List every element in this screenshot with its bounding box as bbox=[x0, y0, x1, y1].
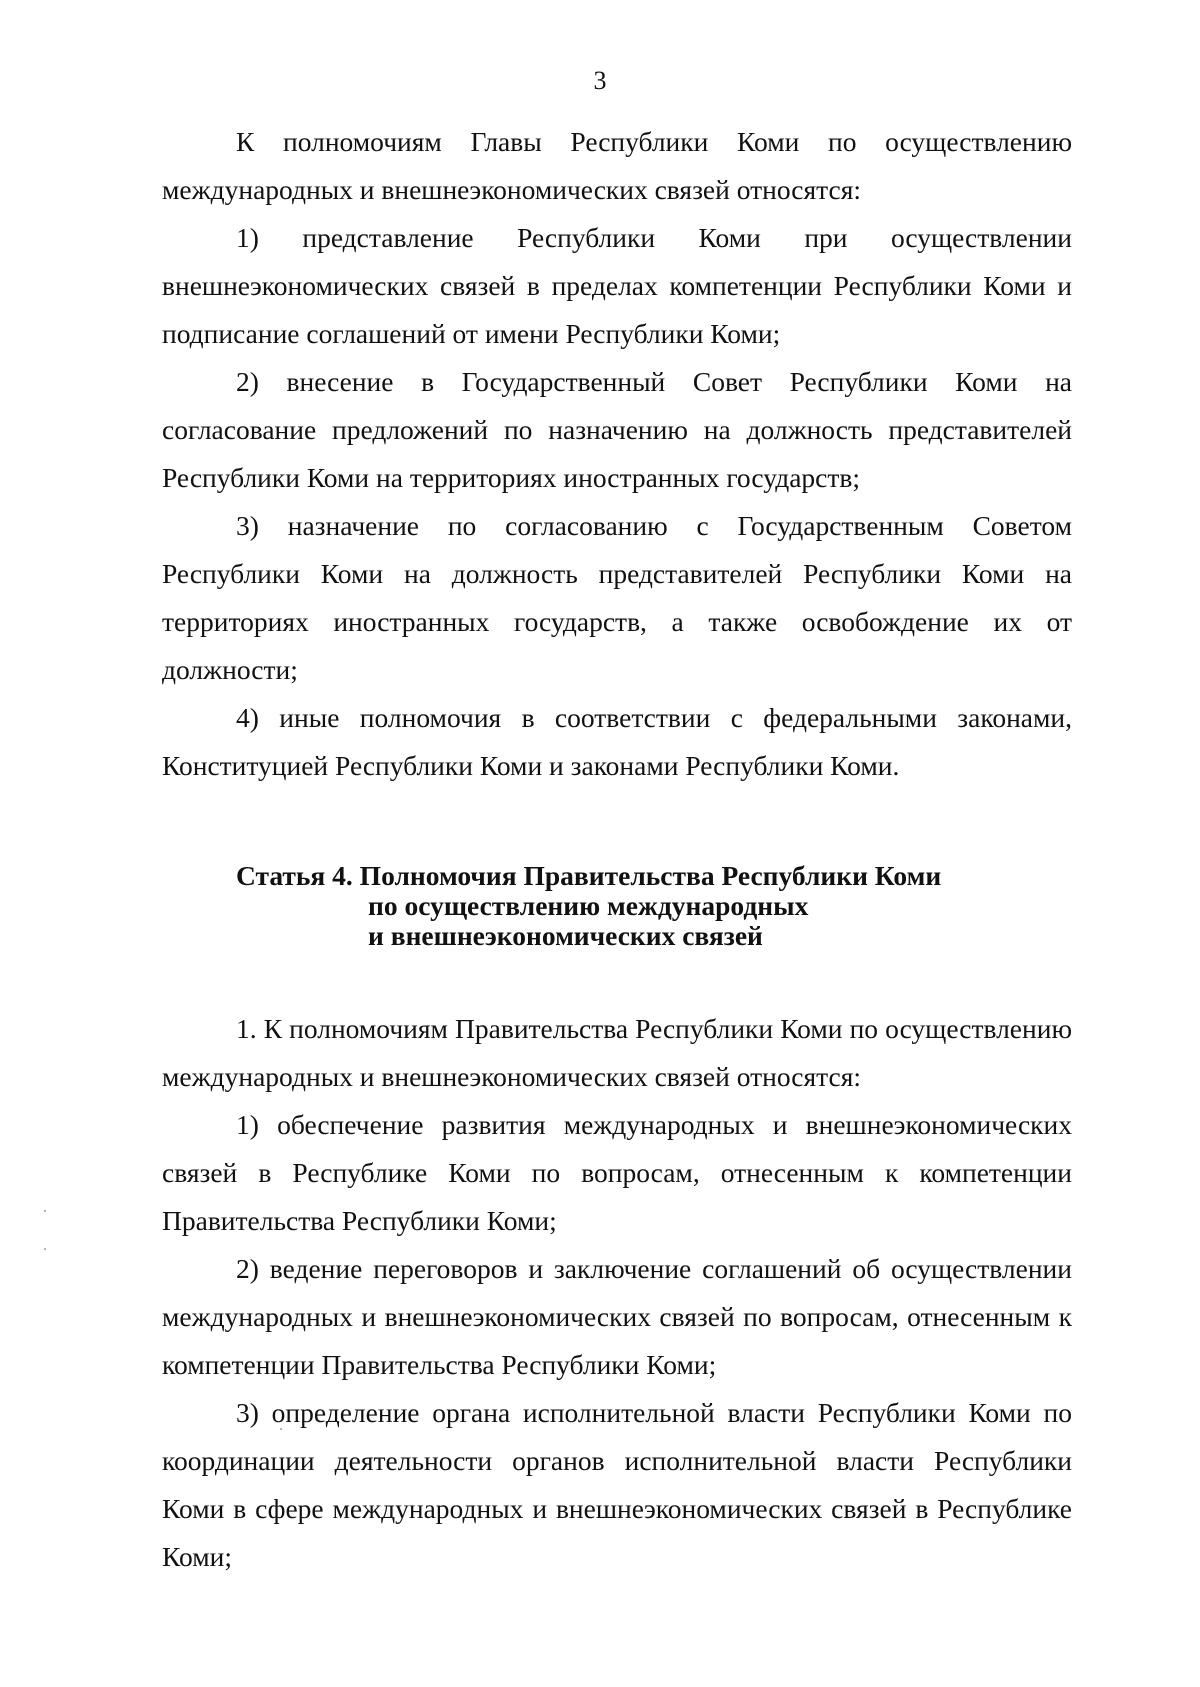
article-4-heading bbox=[162, 861, 1072, 951]
list-item-3-coordination: 3) определение органа исполнительной власти Республики Коми по координации деятельности органов исполнительной власти Республики Коми в сфере международных и внешнеэкономических связей в Республике Коми; bbox=[162, 1397, 1072, 1572]
list-item-2-submission: 2) внесение в Государственный Совет Республики Коми на согласование предложений по назначению на должность представителей Республики Коми на территориях иностранных государств; bbox=[162, 366, 1072, 493]
scan-speck bbox=[44, 1248, 46, 1250]
article-heading-line-1: Статья 4. Полномочия Правительства Республики Коми bbox=[236, 860, 942, 891]
scan-speck bbox=[280, 1428, 282, 1430]
list-item-2-negotiations: 2) ведение переговоров и заключение соглашений об осуществлении международных и внешнеэкономических связей по вопросам, отнесенным к компетенции Правительства Республики Коми; bbox=[162, 1253, 1072, 1380]
paragraph-government-powers: 1. К полномочиям Правительства Республики Коми по осуществлению международных и внешнеэкономических связей относятся: bbox=[162, 1013, 1072, 1092]
list-item-3-appointment: 3) назначение по согласованию с Государственным Советом Республики Коми на должность представителей Республики Коми на территориях иностранных государств, а также освобождение их от должности; bbox=[162, 510, 1072, 685]
paragraph-head-of-republic-powers: К полномочиям Главы Республики Коми по осуществлению международных и внешнеэкономических связей относятся: bbox=[162, 126, 1072, 205]
document-body bbox=[162, 118, 1072, 1581]
scan-speck bbox=[44, 1210, 46, 1212]
list-item-1-representation: 1) представление Республики Коми при осуществлении внешнеэкономических связей в пределах компетенции Республики Коми и подписание соглашений от имени Республики Коми; bbox=[162, 222, 1072, 349]
list-item-4-other-powers: 4) иные полномочия в соответствии с федеральными законами, Конституцией Республики Коми и законами Республики Коми. bbox=[162, 702, 1072, 781]
article-heading-line-3: и внешнеэкономических связей bbox=[368, 920, 763, 951]
list-item-1-development: 1) обеспечение развития международных и внешнеэкономических связей в Республике Коми по вопросам, отнесенным к компетенции Правительства Республики Коми; bbox=[162, 1109, 1072, 1236]
article-heading-line-2: по осуществлению международных bbox=[368, 890, 809, 921]
page-number: 3 bbox=[593, 66, 607, 95]
